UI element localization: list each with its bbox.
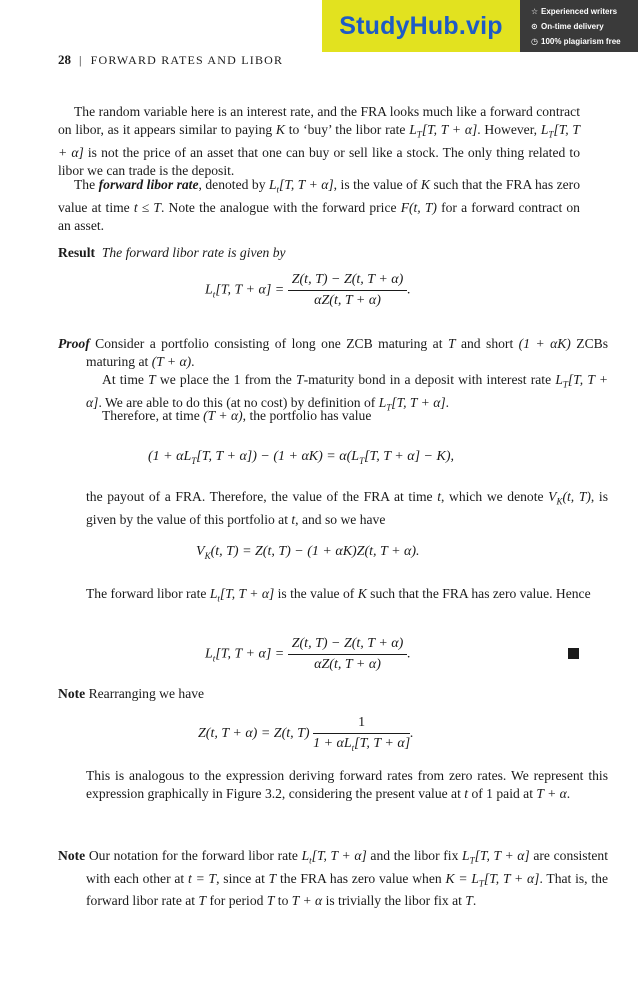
proof-step-1: At time T we place the 1 from the T-maturity bond in a deposit with interest rate $L_T[T$, T + α]. We are able to do this (at no cost) by definition of $L_T[T$, T + α].: [86, 372, 609, 413]
ad-banner[interactable]: [322, 0, 638, 52]
paragraph-5: This is analogous to the expression deriving forward rates from zero rates. We represent this expression graphically in Figure 3.2, considering the present value at t of 1 paid at T + α.: [86, 768, 608, 801]
qed-square: [568, 648, 579, 659]
running-title: FORWARD RATES AND LIBOR: [90, 53, 284, 67]
equation-portfolio-value: ($1 + \alpha L_T[T$, $T + \alpha]) - (1 + \alpha K) = \alpha(L_T[T$, T + α] − K),: [148, 449, 454, 466]
feature-text: Experienced writers: [541, 7, 618, 16]
defined-term: forward libor rate: [98, 177, 199, 192]
equation-zero-bond: Z(t, T + α) = Z(t, T) $\frac{1}{1 + \alpha L_t[T, T + \alpha]}$ .: [198, 715, 414, 753]
studyhub-logo[interactable]: StudyHub.vip: [322, 0, 520, 52]
paragraph-1: The random variable here is an interest rate, and the FRA looks much like a forward contract on libor, as it appears similar to paying K to ‘buy’ the libor rate $L_T[T$, T + α]. However, $L_T[T$, T + α] is not the price of an asset that one can buy or sell like a stock. The only thing related to libor we can trade is the deposit.: [58, 104, 581, 178]
feature-item: [531, 4, 621, 19]
proof-intro: Proof Consider a portfolio consisting of long one ZCB maturing at T and short (1 + αK) ZCBs maturing at (T + α).: [58, 336, 608, 369]
shield-icon: ◷: [531, 37, 538, 46]
paragraph-3: the payout of a FRA. Therefore, the value of the FRA at time t, which we denote $V_K(t$, T), is given by the value of this portfolio at t, and so we have: [86, 489, 608, 527]
equation-fra-value: $V_K(t$, T) = Z(t, T) − (1 + αK)Z(t, T + α).: [196, 544, 420, 561]
result-statement: Result The forward libor rate is given by: [58, 245, 286, 260]
paragraph-2: The forward libor rate, denoted by $L_t[T$, T + α], is the value of K such that the FRA has zero value at time t ≤ T. Note the analogue with the forward price F(t, T) for a forward contract on an asset.: [58, 177, 580, 233]
equation-forward-libor-repeat: $L_t[T$, T + α] = $\frac{Z(t, T) - Z(t, T + \alpha)}{\alpha Z(t, T + \alpha)}$ .: [205, 636, 411, 672]
star-icon: ☆: [531, 7, 539, 16]
feature-text: On-time delivery: [541, 22, 604, 31]
feature-item: [531, 34, 621, 49]
clock-icon: ⊙: [531, 22, 538, 31]
proof-step-2: Therefore, at time (T + α), the portfolio has value: [102, 408, 372, 423]
paragraph-4: The forward libor rate $L_t[T$, T + α] is the value of K such that the FRA has zero value. Hence: [86, 586, 591, 604]
note-notation: Note Our notation for the forward libor rate $L_t[T$, T + α] and the libor fix $L_T[T$, T + α] are consistent with each other at t = T, since at T the FRA has zero value when $K = L_T[T$, T + α]. That is, the forward libor rate at T for period T to T + α is trivially the libor fix at T.: [58, 848, 608, 909]
feature-text: 100% plagiarism free: [541, 37, 621, 46]
page-number: 28: [58, 52, 71, 67]
note-rearranging: Note Rearranging we have: [58, 686, 205, 701]
running-header: 28 | FORWARD RATES AND LIBOR: [58, 52, 284, 67]
feature-item: [531, 19, 621, 34]
equation-forward-libor: $L_t[T$, T + α] = $\frac{Z(t, T) - Z(t, T + \alpha)}{\alpha Z(t, T + \alpha)}$ .: [205, 272, 411, 308]
feature-list: [531, 4, 621, 49]
